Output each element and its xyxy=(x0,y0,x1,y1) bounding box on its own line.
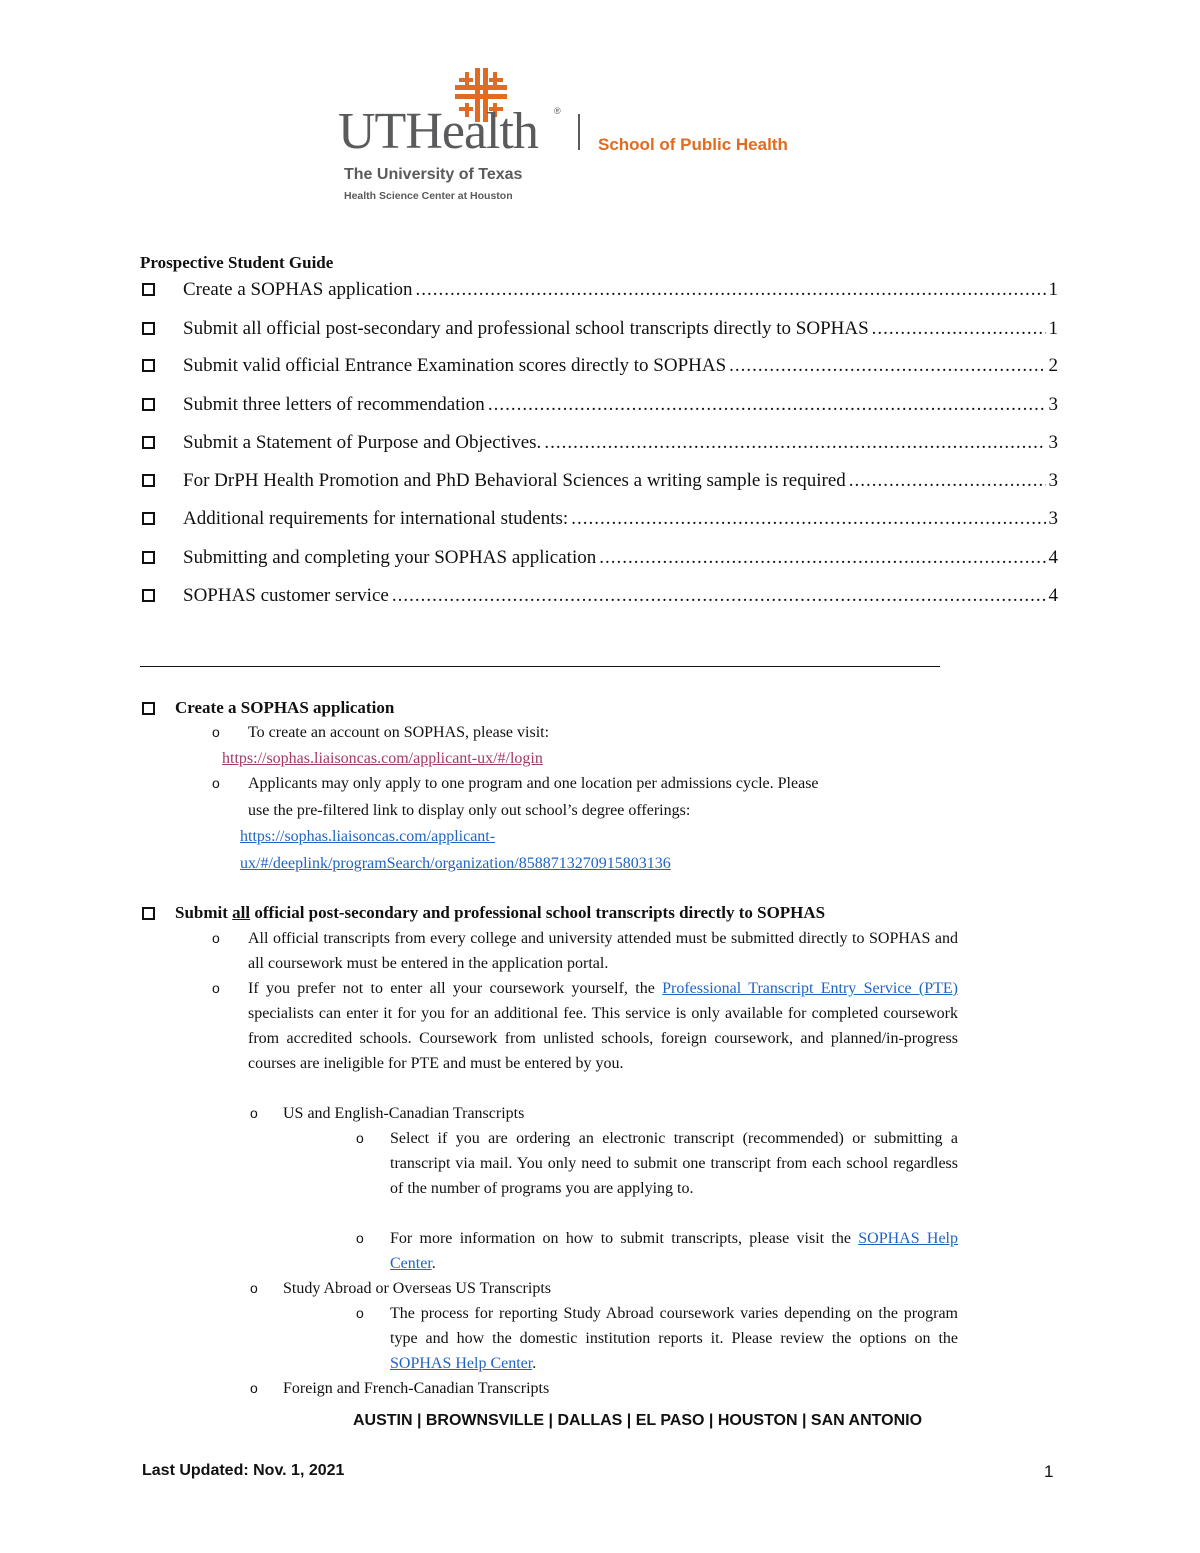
toc-entry-text: Submit valid official Entrance Examination scores directly to SOPHAS xyxy=(183,355,727,376)
checkbox-icon[interactable] xyxy=(142,474,155,487)
section-heading-create-application xyxy=(142,698,394,718)
checkbox-icon[interactable] xyxy=(142,283,155,296)
toc-page-number: 4 xyxy=(1048,585,1058,606)
toc-leader-dots xyxy=(392,585,1046,607)
toc-entry[interactable] xyxy=(142,275,1058,301)
toc-page-number: 3 xyxy=(1048,508,1058,529)
toc-entry[interactable] xyxy=(142,543,1058,569)
sophas-login-link[interactable]: https://sophas.liaisoncas.com/applicant-ux/#/login xyxy=(222,750,543,767)
toc-entry-text: Additional requirements for international students: xyxy=(183,508,569,529)
toc-entry[interactable] xyxy=(142,390,1058,416)
footer-cities: AUSTIN | BROWNSVILLE | DALLAS | EL PASO | HOUSTON | SAN ANTONIO xyxy=(352,1412,923,1429)
logo-registered-mark: ® xyxy=(554,106,561,116)
toc-page-number: 1 xyxy=(1048,318,1058,339)
toc-page-number: 4 xyxy=(1048,547,1058,568)
checkbox-icon[interactable] xyxy=(142,398,155,411)
checkbox-icon[interactable] xyxy=(142,512,155,525)
bullet-icon: o xyxy=(250,1380,258,1396)
sec1-bullet2-line2: use the pre-filtered link to display only out school’s degree offerings: xyxy=(248,802,691,819)
toc-entry-text: Submitting and completing your SOPHAS application xyxy=(183,547,597,568)
sub-heading-foreign-transcripts: Foreign and French-Canadian Transcripts xyxy=(283,1380,550,1397)
sec1-bullet2-line1: Applicants may only apply to one program and one location per admissions cycle. Please xyxy=(248,775,819,792)
toc-entry[interactable] xyxy=(142,351,1058,377)
bullet-icon: o xyxy=(356,1305,364,1321)
toc-entry[interactable] xyxy=(142,314,1058,340)
toc-entry-text: SOPHAS customer service xyxy=(183,585,389,606)
toc-entry-text: Submit a Statement of Purpose and Objectives. xyxy=(183,432,542,453)
bullet-icon: o xyxy=(212,724,220,740)
section-heading-text: Create a SOPHAS application xyxy=(175,698,395,717)
checkbox-icon[interactable] xyxy=(142,551,155,564)
logo-university: The University of Texas xyxy=(344,166,523,183)
bullet-icon: o xyxy=(356,1230,364,1246)
footer-last-updated: Last Updated: Nov. 1, 2021 xyxy=(142,1462,345,1479)
logo-divider xyxy=(578,114,580,150)
toc-entry-text: Submit three letters of recommendation xyxy=(183,394,485,415)
us-transcripts-help: For more information on how to submit transcripts, please visit the SOPHAS Help Center. xyxy=(390,1230,958,1272)
logo-brand: UTHealth xyxy=(338,103,538,160)
toc-entry[interactable] xyxy=(142,504,1058,530)
toc-entry-text: Create a SOPHAS application xyxy=(183,279,413,300)
study-abroad-detail: The process for reporting Study Abroad coursework varies depending on the program type and how the domestic institution reports it. Please review the options on the SOPHAS Help Center. xyxy=(390,1305,958,1372)
us-transcripts-detail: Select if you are ordering an electronic transcript (recommended) or submitting a transcript via mail. You only need to submit one transcript from each school regardless of the number of programs you are applying to. xyxy=(390,1130,958,1197)
sophas-help-center-link[interactable]: SOPHAS Help Center xyxy=(390,1355,533,1372)
checkbox-icon[interactable] xyxy=(142,436,155,449)
sub-heading-us-transcripts: US and English-Canadian Transcripts xyxy=(283,1105,525,1122)
toc-leader-dots xyxy=(571,508,1045,530)
toc-leader-dots xyxy=(599,547,1045,569)
sub-heading-study-abroad: Study Abroad or Overseas US Transcripts xyxy=(283,1280,551,1297)
logo-campus: Health Science Center at Houston xyxy=(344,190,513,202)
logo-school-name: School of Public Health xyxy=(598,135,788,154)
program-search-link-continued[interactable]: ux/#/deeplink/programSearch/organization/8588713270915803136 xyxy=(240,855,671,872)
toc-entry-text: For DrPH Health Promotion and PhD Behavioral Sciences a writing sample is required xyxy=(183,470,846,491)
toc-leader-dots xyxy=(849,470,1046,492)
sophas-help-center-link[interactable]: SOPHAS Help Center xyxy=(390,1230,958,1272)
toc-entry[interactable] xyxy=(142,466,1058,492)
toc-leader-dots xyxy=(872,318,1046,340)
pte-service-link[interactable]: Professional Transcript Entry Service (PTE) xyxy=(662,980,958,997)
toc-page-number: 3 xyxy=(1048,432,1058,453)
checkbox-icon[interactable] xyxy=(142,322,155,335)
program-search-link[interactable]: https://sophas.liaisoncas.com/applicant- xyxy=(240,828,496,845)
bullet-icon: o xyxy=(250,1105,258,1121)
toc-page-number: 3 xyxy=(1048,394,1058,415)
sec2-bullet1-text: All official transcripts from every college and university attended must be submitted directly to SOPHAS and all coursework must be entered in the application portal. xyxy=(248,930,958,972)
bullet-icon: o xyxy=(212,930,220,946)
bullet-icon: o xyxy=(212,980,220,996)
bullet-icon: o xyxy=(250,1280,258,1296)
bullet-icon: o xyxy=(356,1130,364,1146)
checkbox-icon[interactable] xyxy=(142,359,155,372)
toc-entry-text: Submit all official post-secondary and professional school transcripts directly to SOPHAS xyxy=(183,318,869,339)
toc-page-number: 1 xyxy=(1048,279,1058,300)
bullet-icon: o xyxy=(212,775,220,791)
sec2-bullet2-text: If you prefer not to enter all your coursework yourself, the Professional Transcript Entry Service (PTE) specialists can enter it for you for an additional fee. This service is only available for completed coursework from accredited schools. Coursework from unlisted schools, foreign coursework, and planned/in-progress courses are ineligible for PTE and must be entered by you. xyxy=(248,980,958,1072)
checkbox-icon[interactable] xyxy=(142,589,155,602)
toc-entry[interactable] xyxy=(142,428,1058,454)
footer-page-number: 1 xyxy=(1044,1462,1054,1481)
toc-leader-dots xyxy=(729,355,1045,377)
guide-title: Prospective Student Guide xyxy=(140,253,334,272)
toc-page-number: 3 xyxy=(1048,470,1058,491)
section-heading-transcripts xyxy=(142,903,825,923)
toc-entry[interactable] xyxy=(142,581,1058,607)
section-heading-text: Submit all official post-secondary and professional school transcripts directly to SOPHAS xyxy=(175,903,826,922)
toc-leader-dots xyxy=(416,279,1046,301)
toc-leader-dots xyxy=(488,394,1046,416)
toc-page-number: 2 xyxy=(1048,355,1058,376)
checkbox-icon[interactable] xyxy=(142,702,155,715)
sec1-bullet1-text: To create an account on SOPHAS, please visit: xyxy=(248,724,550,741)
horizontal-rule xyxy=(140,666,940,667)
toc-leader-dots xyxy=(544,432,1045,454)
checkbox-icon[interactable] xyxy=(142,907,155,920)
